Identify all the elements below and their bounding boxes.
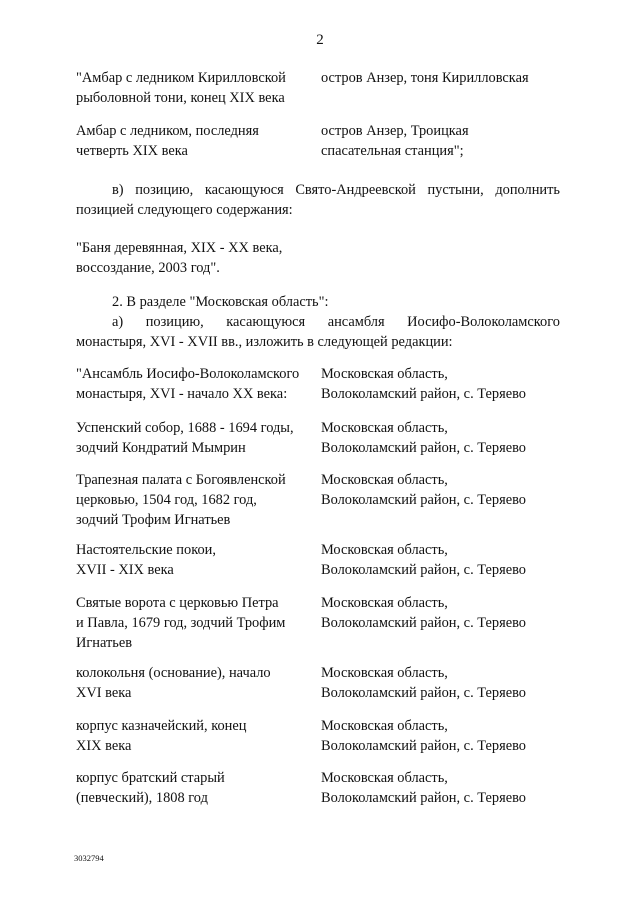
entry-left-line: "Амбар с ледником Кирилловской <box>76 70 286 86</box>
entry-left-line: и Павла, 1679 год, зодчий Трофим <box>76 615 286 631</box>
paragraph-a-line: монастыря, XVI - XVII вв., изложить в следующей редакции: <box>76 334 453 350</box>
entry-right-line: Московская область, <box>321 366 448 382</box>
entry-left-line: монастыря, XVI - начало XX века: <box>76 386 288 402</box>
entry-left-line: воссоздание, 2003 год". <box>76 260 220 276</box>
entry-right-line: Волоколамский район, с. Теряево <box>321 386 526 402</box>
entry-left-line: Амбар с ледником, последняя <box>76 123 259 139</box>
entry-left-line: церковью, 1504 год, 1682 год, <box>76 492 257 508</box>
entry-right-line: Волоколамский район, с. Теряево <box>321 790 526 806</box>
entry-right-line: Московская область, <box>321 472 448 488</box>
entry-right-line: остров Анзер, Троицкая <box>321 123 469 139</box>
document-code: 3032794 <box>74 853 104 863</box>
entry-left-line: Игнатьев <box>76 635 133 651</box>
entry-left-line: колокольня (основание), начало <box>76 665 271 681</box>
entry-right-line: Московская область, <box>321 420 448 436</box>
entry-left-line: XIX века <box>76 738 132 754</box>
entry-left-line: Успенский собор, 1688 - 1694 годы, <box>76 420 294 436</box>
entry-right-line: спасательная станция"; <box>321 143 464 159</box>
entry-right-line: Волоколамский район, с. Теряево <box>321 685 526 701</box>
entry-left-line: зодчий Кондратий Мымрин <box>76 440 246 456</box>
entry-right-line: Московская область, <box>321 665 448 681</box>
entry-left-line: "Баня деревянная, XIX - XX века, <box>76 240 283 256</box>
entry-right-line: Волоколамский район, с. Теряево <box>321 615 526 631</box>
paragraph-a-line: а) позицию, касающуюся ансамбля Иосифо-Волоколамского <box>112 314 560 330</box>
paragraph-v-line: позицией следующего содержания: <box>76 202 293 218</box>
entry-left-line: корпус братский старый <box>76 770 225 786</box>
paragraph-v-line: в) позицию, касающуюся Свято-Андреевской пустыни, дополнить <box>112 182 560 198</box>
entry-right-line: Волоколамский район, с. Теряево <box>321 492 526 508</box>
entry-left-line: зодчий Трофим Игнатьев <box>76 512 231 528</box>
section-heading: 2. В разделе "Московская область": <box>112 294 329 310</box>
entry-right-line: Московская область, <box>321 542 448 558</box>
entry-right-line: Волоколамский район, с. Теряево <box>321 440 526 456</box>
entry-right-line: остров Анзер, тоня Кирилловская <box>321 70 529 86</box>
page-number: 2 <box>316 32 324 48</box>
entry-left-line: "Ансамбль Иосифо-Волоколамского <box>76 366 300 382</box>
entry-left-line: (певческий), 1808 год <box>76 790 208 806</box>
entry-left-line: четверть XIX века <box>76 143 188 159</box>
entry-left-line: Настоятельские покои, <box>76 542 216 558</box>
entry-left-line: рыболовной тони, конец XIX века <box>76 90 285 106</box>
entry-right-line: Московская область, <box>321 770 448 786</box>
entry-left-line: XVII - XIX века <box>76 562 174 578</box>
entry-right-line: Московская область, <box>321 595 448 611</box>
entry-right-line: Волоколамский район, с. Теряево <box>321 562 526 578</box>
entry-left-line: XVI века <box>76 685 132 701</box>
entry-left-line: корпус казначейский, конец <box>76 718 247 734</box>
entry-left-line: Святые ворота с церковью Петра <box>76 595 279 611</box>
entry-right-line: Волоколамский район, с. Теряево <box>321 738 526 754</box>
entry-left-line: Трапезная палата с Богоявленской <box>76 472 286 488</box>
entry-right-line: Московская область, <box>321 718 448 734</box>
